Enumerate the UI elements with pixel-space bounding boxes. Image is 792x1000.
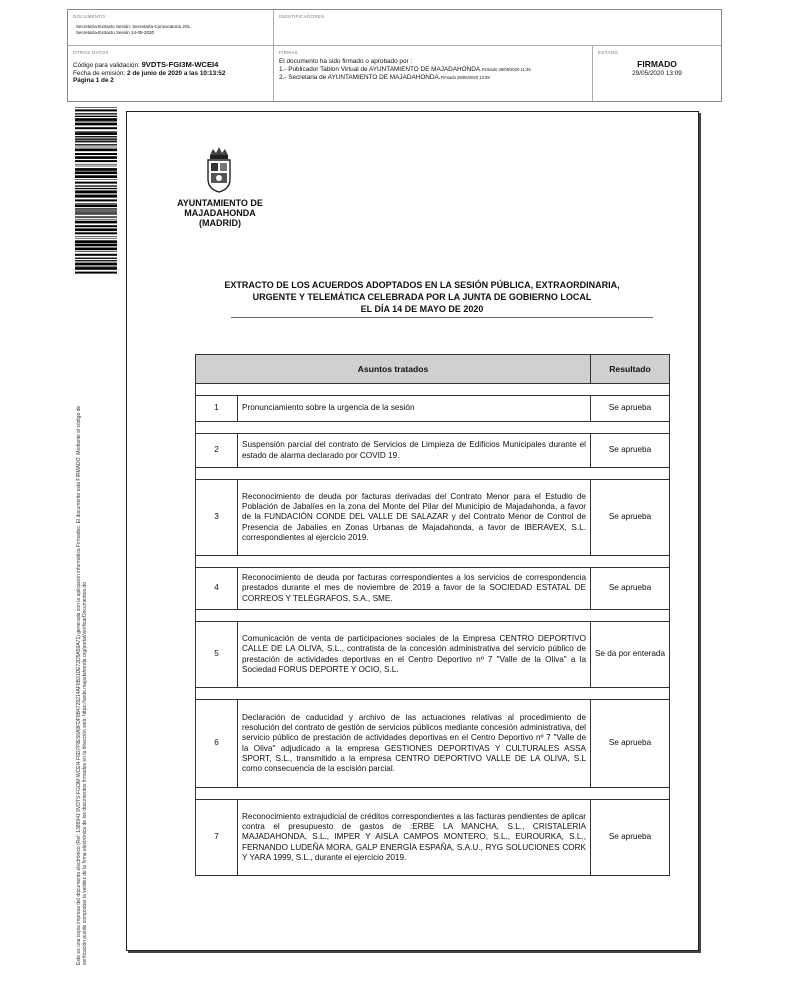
- row-subject: Declaración de caducidad y archivo de las actuaciones relativas al procedimiento de resolución del contrato de gestión de servicios públicos mediante concesión administrativa, del servicio público de prestación de actividades deportivas en el Centro Deportivo nº 7 "Valle de la Oliva" adjudicado a la empresa GESTIONES DEPORTIVAS Y CULTURALES ASSA SPORT, S.L., transmitido a la empresa CENTRO DEPORTIVO VALLE DE LA OLIVA, S.L como consecuencia de la escisión parcial.: [238, 700, 591, 788]
- coat-of-arms-icon: [204, 145, 234, 195]
- row-subject: Reconocimiento extrajudicial de créditos correspondientes a las facturas pendientes de aplicar contra el presupuesto de gastos de :ERBE LA MANCHA, S.L., CRISTALERIA MAJADAHONDA, S.L., IMPER Y AISLA CAMPOS MONTERO, S.L., EUROURKA, S.L., FERNANDO LUDEÑA MORA, GALP ENERGÍA ESPAÑA, S.A.U., RYG SOLUCIONES CORK Y YARA 1999, S.L., durante el ejercicio 2019.: [238, 800, 591, 876]
- row-spacer: [196, 468, 670, 480]
- pagina: Página 1 de 2: [73, 77, 114, 85]
- row-subject: Comunicación de venta de participaciones sociales de la Empresa CENTRO DEPORTIVO CALLE DE LA OLIVA, S.L., contratista de la concesión administrativa del servicio público de prestación de actividades deportivas en el Centro Deportivo nº 7 "Valle de la Oliva" a la Sociedad FORUS DEPORTE Y OCIO, S.L.: [238, 622, 591, 688]
- table-header-row: [196, 355, 670, 384]
- row-subject: Reconocimiento de deuda por facturas correspondientes a los servicios de correspondencia prestados durante el mes de noviembre de 2019 a favor de la SOCIEDAD ESTATAL DE CORREOS Y TELÉGRAFOS, S.A., SME.: [238, 568, 591, 610]
- row-result: Se da por enterada: [591, 622, 670, 688]
- codigo-value: 9VDTS-FGI3M-WCEI4: [141, 60, 219, 69]
- estado-cell: [593, 46, 721, 101]
- row-subject: Suspensión parcial del contrato de Servicios de Limpieza de Edificios Municipales durante el estado de alarma declarado por COVID 19.: [238, 434, 591, 468]
- agreements-table: [195, 354, 670, 876]
- table-row: [196, 700, 670, 788]
- document-header: [67, 9, 722, 102]
- row-spacer: [196, 688, 670, 700]
- table-row: [196, 480, 670, 556]
- verification-side-text: [76, 325, 88, 965]
- organization-name: AYUNTAMIENTO DE MAJADAHONDA (MADRID): [177, 198, 263, 228]
- row-result: Se aprueba: [591, 568, 670, 610]
- row-number: 4: [196, 568, 238, 610]
- firmas-label: FIRMAS: [279, 50, 298, 55]
- row-number: 3: [196, 480, 238, 556]
- table-row: [196, 800, 670, 876]
- identificadores-cell: [274, 10, 721, 46]
- documento-label: DOCUMENTO: [73, 14, 106, 19]
- firma-2: 2.- Secretaria de AYUNTAMIENTO DE MAJADAHONDA.Firmado 29/05/2020 13:09: [279, 74, 490, 81]
- document-title: EXTRACTO DE LOS ACUERDOS ADOPTADOS EN LA SESIÓN PÚBLICA, EXTRAORDINARIA, URGENTE Y TELEMÁTICA CELEBRADA POR LA JUNTA DE GOBIERNO LOCAL EL DÍA 14 DE MAYO DE 2020: [224, 280, 620, 314]
- firmas-cell: [274, 46, 593, 101]
- documento-line: Secretaría-Extracto Sesión 14-05-2020: [76, 29, 155, 35]
- row-spacer: [196, 610, 670, 622]
- row-spacer: [196, 384, 670, 396]
- documento-cell: [68, 10, 274, 46]
- row-number: 7: [196, 800, 238, 876]
- document-page: [126, 111, 699, 951]
- table-row: [196, 396, 670, 422]
- row-result: Se aprueba: [591, 700, 670, 788]
- documento-line: Secretaría-Extracto Sesión: Secretaría-Convocatoria JGL: [76, 24, 191, 29]
- fecha-prefix: Fecha de emisión:: [73, 69, 126, 77]
- table-row: [196, 622, 670, 688]
- row-number: 2: [196, 434, 238, 468]
- row-result: Se aprueba: [591, 480, 670, 556]
- estado-value: FIRMADO: [637, 59, 677, 69]
- firmas-intro: El documento ha sido firmado o aprobado por :: [279, 58, 413, 65]
- row-result: Se aprueba: [591, 800, 670, 876]
- row-subject: Pronunciamiento sobre la urgencia de la sesión: [238, 396, 591, 422]
- row-spacer: [196, 556, 670, 568]
- row-result: Se aprueba: [591, 434, 670, 468]
- row-number: 5: [196, 622, 238, 688]
- row-result: Se aprueba: [591, 396, 670, 422]
- barcode-image: [75, 107, 117, 275]
- side-text-line: Este es una copia impresa del documento electrónico (Ref: 1386941 9VDTS-FGI3M-WCEI4 F6D7F9E56A9FDF9B4729214AF6B31DE72D5A59A71) generada con la aplicación informática Firmadoc. El documento está FIRMADO. Mediante el código de: [76, 405, 82, 965]
- row-spacer: [196, 788, 670, 800]
- row-subject: Reconocimiento de deuda por facturas derivadas del Contrato Menor para el Estudio de Población de Jabalíes en la zona del Monte del Pilar del Municipio de Majadahonda, a favor de la FUNDACIÓN CONDE DEL VALLE DE SALAZAR y del Contrato Menor de Control de Presencia de Jabalíes en Zonas Urbanas de Majadahonda, a favor de IBERAVEX, S.L. correspondientes al ejercicio 2019.: [238, 480, 591, 556]
- estado-date: 29/05/2020 13:09: [632, 70, 682, 77]
- col-asuntos-header: Asuntos tratados: [196, 355, 591, 384]
- row-spacer: [196, 422, 670, 434]
- identificadores-label: IDENTIFICADORES: [279, 14, 325, 19]
- otros-datos-label: OTROS DATOS: [73, 50, 109, 55]
- title-divider: [231, 317, 653, 318]
- table-row: [196, 568, 670, 610]
- row-number: 1: [196, 396, 238, 422]
- table-row: [196, 434, 670, 468]
- otros-datos-cell: [68, 46, 274, 101]
- firma-1: 1.- Publicador Tablon Virtual de AYUNTAMIENTO DE MAJADAHONDA.Firmado 29/05/2020 11:45: [279, 66, 531, 73]
- codigo-prefix: Código para validación:: [73, 62, 140, 69]
- fecha-value: 2 de junio de 2020 a las 10:13:52: [127, 69, 226, 77]
- estado-label: ESTADO: [598, 50, 618, 55]
- col-resultado-header: Resultado: [591, 355, 670, 384]
- row-number: 6: [196, 700, 238, 788]
- side-text-line: verificación puede comprobar la validez de la firma electrónica de los documentos firmados en la dirección web: https://sede.majadahonda.org/portal/verificarDocumentos.do: [82, 582, 88, 965]
